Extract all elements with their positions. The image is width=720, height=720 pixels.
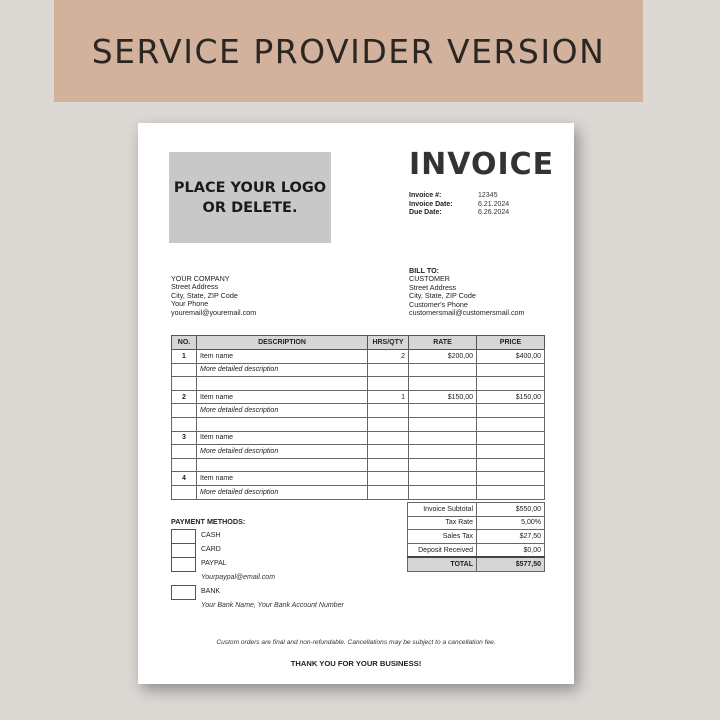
company-city: City, State, ZIP Code — [171, 290, 238, 300]
totals-label: Invoice Subtotal — [408, 503, 477, 517]
cell-rate: $150,00 — [409, 390, 477, 404]
cell-price — [477, 458, 545, 472]
cell-rate — [409, 417, 477, 431]
thank-you-message: THANK YOU FOR YOUR BUSINESS! — [290, 659, 422, 668]
logo-placeholder — [169, 152, 331, 243]
cell-price — [477, 472, 545, 486]
bank-account-details: Your Bank Name, Your Bank Account Number — [201, 602, 344, 609]
meta-value: 12345 — [478, 192, 498, 199]
table-row — [172, 390, 545, 404]
meta-value: 6.26.2024 — [478, 209, 510, 216]
cell-price — [477, 431, 545, 445]
cell-hrs-qty — [368, 472, 409, 486]
totals-value: $27,50 — [477, 530, 545, 544]
cell-price: $150,00 — [477, 390, 545, 404]
cell-no — [172, 458, 197, 472]
cell-rate — [409, 485, 477, 499]
paypal-label: PAYPAL — [201, 560, 227, 567]
cell-no: 1 — [172, 350, 197, 364]
items-table — [171, 335, 545, 500]
cell-hrs-qty — [368, 485, 409, 499]
banner-title: SERVICE PROVIDER VERSION — [91, 31, 606, 71]
cell-hrs-qty — [368, 404, 409, 418]
cell-rate — [409, 377, 477, 391]
cell-rate — [409, 404, 477, 418]
totals-label: Tax Rate — [408, 516, 477, 530]
meta-label: Due Date: — [409, 209, 442, 216]
totals-label: Sales Tax — [408, 530, 477, 544]
header-banner — [54, 0, 643, 102]
table-row — [172, 417, 545, 431]
cell-hrs-qty — [368, 431, 409, 445]
cell-price — [477, 485, 545, 499]
meta-row-invoice-number — [409, 192, 509, 201]
cell-description: Item name — [197, 431, 368, 445]
logo-text-line-2: OR DELETE. — [202, 199, 298, 216]
totals-row-deposit — [408, 543, 545, 557]
customer-email: customersmail@customersmail.com — [409, 308, 525, 318]
cell-description — [197, 417, 368, 431]
paypal-email: Yourpaypal@email.com — [201, 574, 276, 581]
company-street: Street Address — [171, 282, 219, 292]
invoice-sheet — [138, 123, 574, 684]
header-price: PRICE — [477, 336, 545, 350]
totals-label: TOTAL — [408, 557, 477, 571]
cell-rate — [409, 431, 477, 445]
meta-label: Invoice Date: — [409, 200, 453, 208]
table-row — [172, 431, 545, 445]
meta-label: Invoice #: — [409, 192, 442, 199]
totals-row-total — [408, 557, 545, 571]
bill-to-heading: BILL TO: — [409, 266, 440, 275]
totals-table — [407, 502, 545, 572]
cell-no: 3 — [172, 431, 197, 445]
bill-to-address — [409, 267, 525, 317]
cell-hrs-qty: 2 — [368, 350, 409, 364]
payment-methods-heading: PAYMENT METHODS: — [171, 517, 246, 526]
cash-checkbox[interactable] — [171, 529, 196, 544]
header-rate: RATE — [409, 336, 477, 350]
company-address — [171, 275, 256, 317]
cell-price — [477, 417, 545, 431]
cell-description: Item name — [197, 472, 368, 486]
totals-value: $577,50 — [477, 557, 545, 571]
bank-checkbox[interactable] — [171, 585, 196, 600]
card-label: CARD — [201, 546, 221, 553]
cell-no — [172, 363, 197, 377]
company-name: YOUR COMPANY — [171, 274, 230, 283]
table-row — [172, 350, 545, 364]
header-hrs-qty: HRS/QTY — [368, 336, 409, 350]
cell-hrs-qty — [368, 458, 409, 472]
company-email: youremail@youremail.com — [171, 307, 257, 317]
table-row — [172, 404, 545, 418]
card-checkbox[interactable] — [171, 543, 196, 558]
cell-no: 4 — [172, 472, 197, 486]
cell-price — [477, 377, 545, 391]
cell-price — [477, 363, 545, 377]
company-phone: Your Phone — [171, 299, 209, 309]
header-no: NO. — [172, 336, 197, 350]
totals-row-sales-tax — [408, 530, 545, 544]
cell-hrs-qty — [368, 417, 409, 431]
cell-rate: $200,00 — [409, 350, 477, 364]
cell-no — [172, 404, 197, 418]
cell-description — [197, 458, 368, 472]
table-row — [172, 363, 545, 377]
cell-hrs-qty — [368, 377, 409, 391]
logo-text-line-1: PLACE YOUR LOGO — [173, 179, 327, 196]
cell-hrs-qty: 1 — [368, 390, 409, 404]
cell-description: More detailed description — [197, 363, 368, 377]
cell-no — [172, 485, 197, 499]
meta-row-due-date — [409, 209, 509, 218]
cell-description: More detailed description — [197, 404, 368, 418]
customer-street: Street Address — [409, 282, 457, 292]
cell-description: More detailed description — [197, 445, 368, 459]
items-header-row — [172, 336, 545, 350]
cell-price — [477, 404, 545, 418]
cancellation-note: Custom orders are final and non-refundable. Cancellations may be subject to a cancellation fee. — [216, 639, 496, 646]
totals-value: $0,00 — [477, 543, 545, 557]
meta-row-invoice-date — [409, 201, 509, 210]
cell-rate — [409, 445, 477, 459]
cell-no: 2 — [172, 390, 197, 404]
table-row — [172, 472, 545, 486]
header-description: DESCRIPTION — [197, 336, 368, 350]
customer-name: CUSTOMER — [409, 274, 450, 284]
cell-no — [172, 417, 197, 431]
totals-row-subtotal — [408, 503, 545, 517]
invoice-title: INVOICE — [409, 147, 555, 182]
cell-hrs-qty — [368, 363, 409, 377]
cell-description: Item name — [197, 390, 368, 404]
cell-description: More detailed description — [197, 485, 368, 499]
cell-description: Item name — [197, 350, 368, 364]
totals-label: Deposit Received — [408, 543, 477, 557]
cash-label: CASH — [201, 532, 221, 539]
table-row — [172, 458, 545, 472]
meta-value: 6.21.2024 — [478, 200, 510, 208]
customer-phone: Customer's Phone — [409, 299, 468, 309]
cell-no — [172, 377, 197, 391]
totals-value: 5,00% — [477, 516, 545, 530]
cell-rate — [409, 458, 477, 472]
totals-value: $550,00 — [477, 503, 545, 517]
table-row — [172, 485, 545, 499]
bank-label: BANK — [201, 588, 221, 595]
cell-price: $400,00 — [477, 350, 545, 364]
cell-rate — [409, 472, 477, 486]
paypal-checkbox[interactable] — [171, 557, 196, 572]
cell-price — [477, 445, 545, 459]
cell-hrs-qty — [368, 445, 409, 459]
cell-no — [172, 445, 197, 459]
cell-description — [197, 377, 368, 391]
cell-rate — [409, 363, 477, 377]
totals-row-tax-rate — [408, 516, 545, 530]
table-row — [172, 445, 545, 459]
invoice-meta — [409, 192, 509, 218]
customer-city: City, State, ZIP Code — [409, 291, 476, 301]
table-row — [172, 377, 545, 391]
